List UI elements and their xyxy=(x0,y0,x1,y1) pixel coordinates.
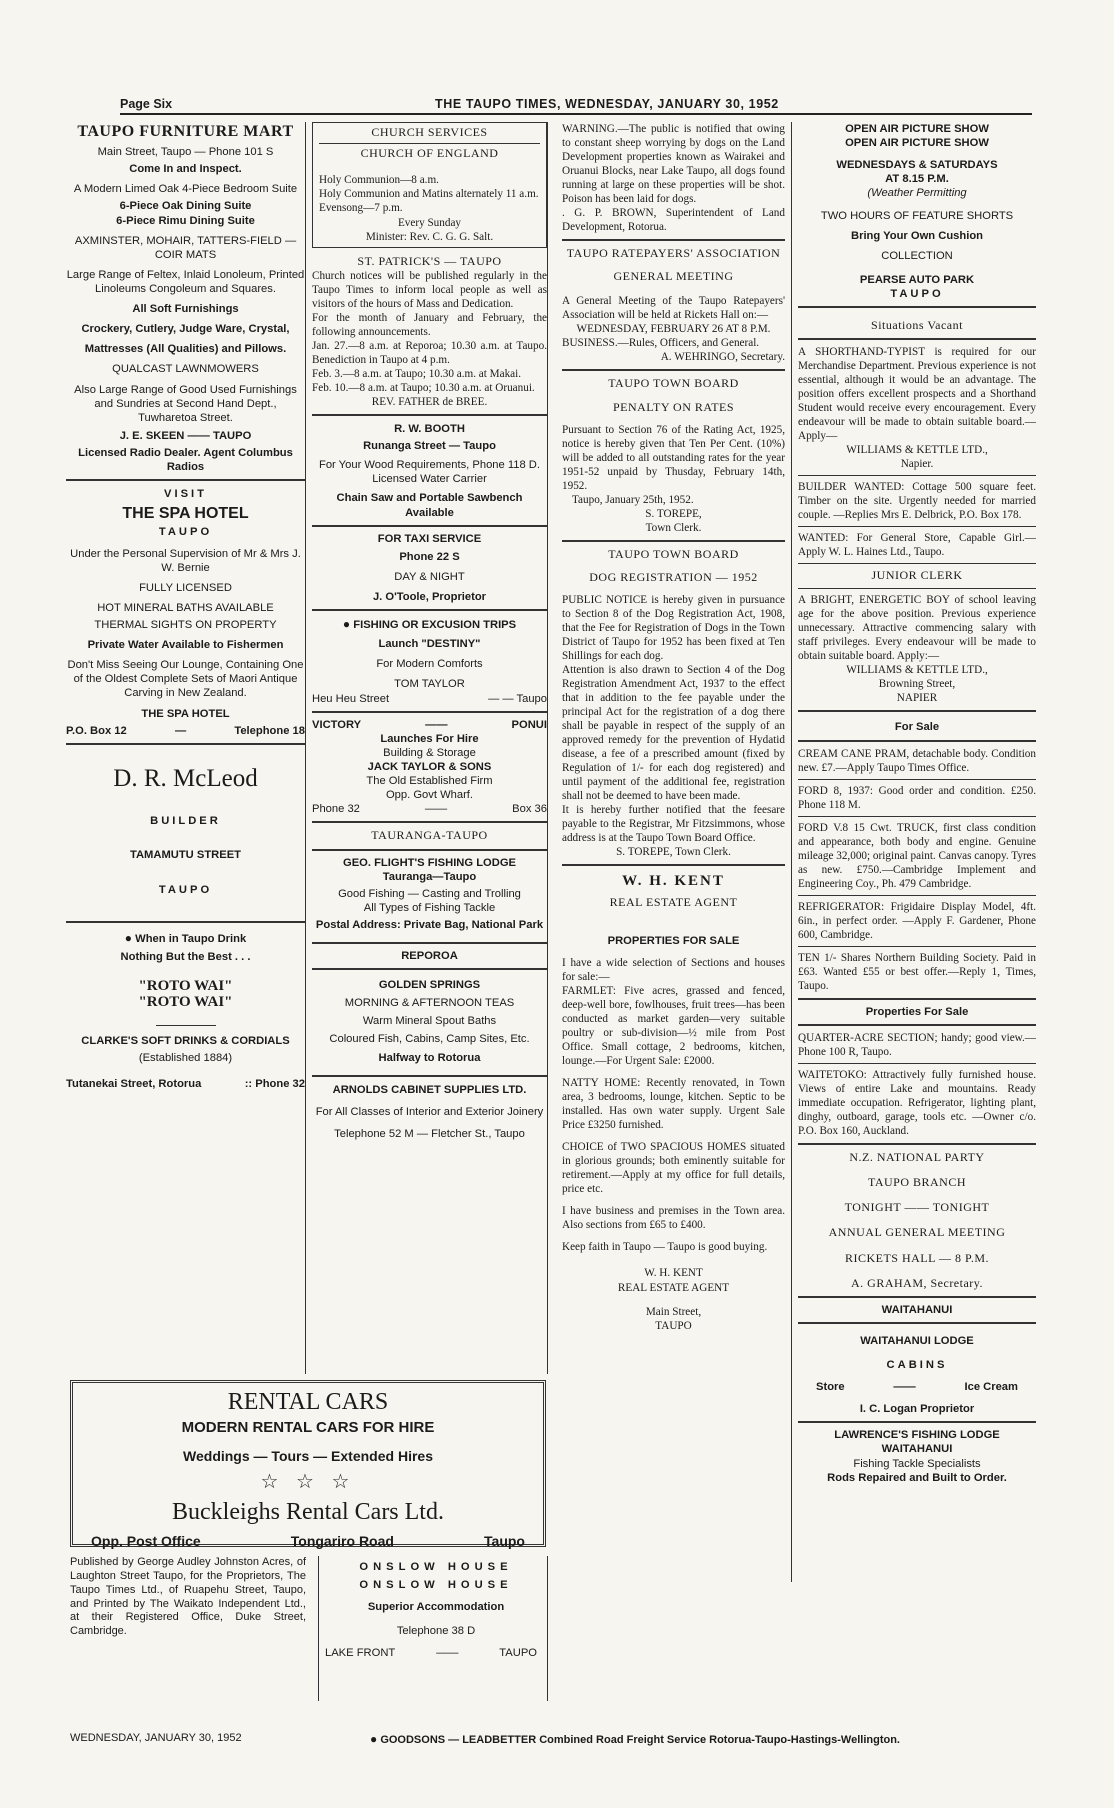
church-heading: CHURCH SERVICES xyxy=(319,125,540,144)
rental-address: Opp. Post Office Tongariro Road Taupo xyxy=(91,1533,525,1550)
spa-box: P.O. Box 12 xyxy=(66,724,127,737)
spa-line: Under the Personal Supervision of Mr & Mrs J. W. Bernie xyxy=(70,547,301,574)
fishing-line: For Modern Comforts xyxy=(376,658,483,671)
lawrence-line: Rods Repaired and Built to Order. xyxy=(827,1471,1007,1484)
ratepayers-text: A General Meeting of the Taupo Ratepayers' Association will be held at Rickets Hall on:— xyxy=(562,295,785,322)
spa-line: THERMAL SIGHTS ON PROPERTY xyxy=(94,619,277,632)
divider xyxy=(66,921,305,923)
coe-line: Holy Communion and Matins alternately 11 a.m. xyxy=(319,188,539,201)
junior-clerk-sig: NAPIER xyxy=(896,691,938,704)
divider xyxy=(798,526,1036,527)
kent-text: NATTY HOME: Recently renovated, in Town area, 3 bedrooms, lounge, kitchen. Septic to be installed. Has own water supply. Urgent Sale Price £3250 furnished. xyxy=(562,1077,785,1132)
for-sale-item: FORD 8, 1937: Good order and condition. £250. Phone 118 M. xyxy=(798,784,1036,811)
properties-heading: Properties For Sale xyxy=(865,1005,969,1018)
footer-date: WEDNESDAY, JANUARY 30, 1952 xyxy=(70,1732,242,1744)
column-3 xyxy=(556,122,792,1582)
column-3-inner xyxy=(556,122,791,1333)
victory-line: JACK TAYLOR & SONS xyxy=(367,760,492,773)
divider xyxy=(798,1143,1036,1145)
divider xyxy=(562,239,785,241)
divider xyxy=(312,711,547,713)
divider xyxy=(798,816,1036,817)
onslow-address: LAKE FRONT —— TAUPO xyxy=(325,1647,537,1660)
fishing-address: Heu Heu Street — — Taupo xyxy=(312,692,547,705)
junior-clerk-text: A BRIGHT, ENERGETIC BOY of school leaving age for the above position. Previous experience unnecessary. Attractive commencing salary with staff privileges. Every endeavour will be made to obtain suitable board. Apply:— xyxy=(798,593,1036,662)
onslow-line: Telephone 38 D xyxy=(396,1625,476,1638)
st-patricks-heading: ST. PATRICK'S — TAUPO xyxy=(357,253,502,268)
situations-sig: WILLIAMS & KETTLE LTD., xyxy=(846,444,988,457)
column-2 xyxy=(312,122,548,1374)
situations-sig: Napier. xyxy=(900,458,934,471)
page-number: Page Six xyxy=(120,97,173,111)
spa-tel: Telephone 18 xyxy=(234,724,305,737)
ratepayers-gm: GENERAL MEETING xyxy=(613,269,734,284)
divider xyxy=(798,998,1036,1000)
divider xyxy=(798,779,1036,780)
picture-line: AT 8.15 P.M. xyxy=(885,173,949,186)
divider xyxy=(562,369,785,371)
booth-line: Chain Saw and Portable Sawbench Available xyxy=(336,492,523,519)
for-sale-heading: For Sale xyxy=(894,720,940,733)
picture-line: OPEN AIR PICTURE SHOW xyxy=(845,123,989,135)
picture-line: WEDNESDAYS & SATURDAYS xyxy=(836,159,998,172)
golden-line: MORNING & AFTERNOON TEAS xyxy=(344,997,515,1010)
spa-line: HOT MINERAL BATHS AVAILABLE xyxy=(97,601,274,614)
skeen-line: Licensed Radio Dealer. Agent Columbus xyxy=(78,447,293,460)
st-patricks-text: Feb. 10.—8 a.m. at Taupo; 10.30 a.m. at Oruanui. xyxy=(312,381,535,394)
flight-line: All Types of Fishing Tackle xyxy=(363,901,496,914)
properties-item: QUARTER-ACRE SECTION; handy; good view.—Phone 100 R, Taupo. xyxy=(798,1032,1036,1059)
lawrence-line: WAITAHANUI xyxy=(881,1443,953,1456)
divider xyxy=(312,609,547,611)
kent-text: I have business and premises in the Town area. Also sections from £65 to £400. xyxy=(562,1205,785,1232)
townboard-text: Pursuant to Section 76 of the Rating Act, 1925, notice is hereby given that Ten Per Cent. (10%) will be added to all outstanding rates for the year 1951-52 unpaid by Thusday, February 14th, 1952. xyxy=(562,423,785,492)
golden-line: Warm Mineral Spout Baths xyxy=(362,1015,497,1028)
townboard-text: Taupo, January 25th, 1952. xyxy=(572,493,694,506)
taxi-day-night: DAY & NIGHT xyxy=(394,570,465,583)
kent-pfs: PROPERTIES FOR SALE xyxy=(607,935,740,948)
coe-heading: CHURCH OF ENGLAND xyxy=(360,146,499,161)
ratepayers-heading: TAUPO RATEPAYERS' ASSOCIATION xyxy=(566,246,781,260)
junior-clerk-sig: WILLIAMS & KETTLE LTD., xyxy=(846,663,988,676)
onslow-line: ONSLOW HOUSE xyxy=(359,1579,513,1592)
divider xyxy=(798,1063,1036,1064)
tauranga-taupo-heading: TAURANGA-TAUPO xyxy=(371,828,488,843)
goodsons-ad: ● GOODSONS — LEADBETTER Combined Road Freight Service Rotorua-Taupo-Hastings-Wellington. xyxy=(370,1732,900,1746)
divider xyxy=(798,588,1036,589)
flight-line: Tauranga—Taupo xyxy=(382,870,477,883)
furniture-line: Mattresses (All Qualities) and Pillows. xyxy=(84,343,287,356)
national-party-heading: N.Z. NATIONAL PARTY xyxy=(849,1150,985,1165)
victory-contact: Phone 32 —— Box 36 xyxy=(312,803,547,816)
skeen-name: J. E. SKEEN —— TAUPO xyxy=(119,429,252,442)
coe-line: Every Sunday xyxy=(397,216,462,229)
properties-item: WAITETOKO: Attractively fully furnished house. Views of entire Lake and mountains. Ready immediate occupation. Refrigerator, lighting plant, dinghy, outboard, garage, tools etc. —Owner c/o. P.O. Box 160, Auckland. xyxy=(798,1069,1036,1138)
townboard-dog-sig: S. TOREPE, Town Clerk. xyxy=(616,846,731,859)
kent-sig: REAL ESTATE AGENT xyxy=(617,1281,730,1294)
victory-line: Building & Storage xyxy=(383,746,476,759)
clarke-street: Tutanekai Street, Rotorua xyxy=(66,1078,202,1091)
fishing-title: ● FISHING OR EXCUSION TRIPS xyxy=(342,617,517,632)
spa-title: THE SPA HOTEL xyxy=(122,505,249,523)
divider xyxy=(798,740,1036,742)
kent-text: I have a wide selection of Sections and houses for sale:— xyxy=(562,957,785,984)
picture-line: TWO HOURS OF FEATURE SHORTS xyxy=(820,209,1014,222)
rental-name: Buckleighs Rental Cars Ltd. xyxy=(172,1499,444,1526)
kent-rea: REAL ESTATE AGENT xyxy=(609,895,738,910)
divider xyxy=(66,479,305,481)
divider xyxy=(312,1075,547,1077)
waitahanui-proprietor: I. C. Logan Proprietor xyxy=(859,1403,975,1416)
divider xyxy=(798,475,1036,476)
divider xyxy=(312,525,547,527)
roto-wai-1: "ROTO WAI" xyxy=(138,977,233,994)
fishing-launch: Launch "DESTINY" xyxy=(378,638,481,651)
st-patricks-text: For the month of January and February, the following announcements. xyxy=(312,311,547,338)
national-party-sig: A. GRAHAM, Secretary. xyxy=(850,1275,984,1290)
clarke-title: CLARKE'S SOFT DRINKS & CORDIALS xyxy=(81,1034,290,1047)
ratepayers-text: WEDNESDAY, FEBRUARY 26 AT 8 P.M. xyxy=(576,323,771,336)
divider xyxy=(312,942,547,944)
divider xyxy=(798,946,1036,947)
masthead: THE TAUPO TIMES, WEDNESDAY, JANUARY 30, 1952 xyxy=(435,97,779,111)
star-icons: ☆ ☆ ☆ xyxy=(260,1470,356,1493)
taxi-proprietor: J. O'Toole, Proprietor xyxy=(372,590,487,603)
golden-title: GOLDEN SPRINGS xyxy=(378,979,481,992)
page-header xyxy=(120,97,1032,115)
booth-name: R. W. BOOTH xyxy=(394,422,465,435)
furniture-line: All Soft Furnishings xyxy=(132,303,239,316)
reporoa-heading: REPOROA xyxy=(401,950,458,963)
clarke-contact xyxy=(66,1077,305,1091)
kent-sig: TAUPO xyxy=(655,1319,692,1332)
spa-visit: VISIT xyxy=(164,488,207,501)
victory-title: VICTORY —— PONUI xyxy=(312,718,547,731)
spa-contact: P.O. Box 12 — Telephone 18 xyxy=(66,724,305,737)
furniture-line: QUALCAST LAWNMOWERS xyxy=(112,363,259,376)
mcleod-name: D. R. McLeod xyxy=(113,764,258,792)
onslow-line: ONSLOW HOUSE xyxy=(359,1561,513,1573)
townboard-heading-2: TAUPO TOWN BOARD xyxy=(608,546,739,561)
skeen-line: Radios xyxy=(166,461,205,474)
st-patricks-sig: REV. FATHER de BREE. xyxy=(371,395,488,408)
picture-line: PEARSE AUTO PARK xyxy=(859,273,975,286)
rental-line: Weddings — Tours — Extended Hires xyxy=(183,1448,433,1465)
coe-line: Evensong—7 p.m. xyxy=(319,202,403,215)
clarke-est: (Established 1884) xyxy=(138,1051,233,1064)
for-sale-item: TEN 1/- Shares Northern Building Society. Paid in £63. Wanted £55 or best offer.—Reply 1, Times, Taupo. xyxy=(798,951,1036,992)
situations-text: A SHORTHAND-TYPIST is required for our Merchandise Department. Previous experience is not essential, although it would be an advantage. The position offers excellent prospects and a Shorthand Student would receive every encouragement. Every endeavour will be made to obtain suitable board.—Apply— xyxy=(798,346,1036,443)
roto-nothing: Nothing But the Best . . . xyxy=(120,950,251,963)
divider xyxy=(562,540,785,542)
roto-when: ● When in Taupo Drink xyxy=(124,930,247,945)
furniture-line: Also Large Range of Good Used Furnishings and Sundries at Second Hand Dept., Tuwharetoa Street. xyxy=(74,383,297,424)
divider xyxy=(798,1024,1036,1026)
wanted-general: WANTED: For General Store, Capable Girl.—Apply W. L. Haines Ltd., Taupo. xyxy=(798,532,1036,559)
divider xyxy=(312,968,547,970)
taxi-title: FOR TAXI SERVICE xyxy=(377,532,482,545)
picture-line: (Weather Permitting xyxy=(867,187,967,200)
church-services-box xyxy=(312,122,547,248)
divider xyxy=(798,710,1036,712)
rental-sub: MODERN RENTAL CARS FOR HIRE xyxy=(181,1419,435,1437)
spa-line: Private Water Available to Fishermen xyxy=(87,639,284,652)
onslow-line: Superior Accommodation xyxy=(367,1601,505,1614)
picture-line: TAUPO xyxy=(890,287,944,300)
warning-sig: . G. P. BROWN, Superintendent of Land Development, Rotorua. xyxy=(562,207,785,233)
imprint: Published by George Audley Johnston Acres, of Laughton Street Taupo, for the Proprietors, The Taupo Times Ltd., of Ruapehu Street, Taupo, and Printed by The Waikato Independent Ltd., at their Registered Office, Duke Street, Cambridge. xyxy=(70,1556,306,1638)
fishing-line: TOM TAYLOR xyxy=(394,678,465,691)
divider xyxy=(66,743,305,745)
divider xyxy=(156,1025,216,1026)
townboard-dog-text: It is hereby further notified that the feesare payable to the Registrar, Mr Fitzsimmons, whose address is at the Taupo Town Board Office. xyxy=(562,804,785,845)
townboard-heading: TAUPO TOWN BOARD xyxy=(608,376,739,391)
divider xyxy=(798,1322,1036,1324)
furniture-line: A Modern Limed Oak 4-Piece Bedroom Suite xyxy=(73,183,298,196)
furniture-line: Large Range of Feltex, Inlaid Lonoleum, Printed Linoleums Congoleum and Squares. xyxy=(66,268,305,296)
victory-line: Launches For Hire xyxy=(380,732,479,745)
picture-line: OPEN AIR PICTURE SHOW xyxy=(845,137,989,150)
furniture-line: AXMINSTER, MOHAIR, TATTERS-FIELD — COIR MATS xyxy=(74,234,297,261)
golden-line: Halfway to Rotorua xyxy=(378,1051,481,1064)
national-party-line: RICKETS HALL — 8 P.M. xyxy=(844,1250,990,1265)
waitahanui-heading: WAITAHANUI xyxy=(881,1303,953,1316)
flight-line: Postal Address: Private Bag, National Park xyxy=(315,918,544,931)
townboard-dog-text: PUBLIC NOTICE is hereby given in pursuance to Section 8 of the Dog Registration Act, 1908, that the Fee for Registration of Dogs in the Town District of Taupo for 1952 has been fixed at Ten Shillings for each dog. xyxy=(562,594,785,663)
column-4 xyxy=(798,122,1036,1582)
builder-wanted: BUILDER WANTED: Cottage 500 square feet. Timber on the site. Urgently needed for married couple. —Replies Mrs E. Delbrick, P.O. Box 178. xyxy=(798,481,1036,522)
for-sale-item: FORD V.8 15 Cwt. TRUCK, first class condition and appearance, both body and engine. Genuine mileage 32,000; original paint. Canvas canopy. Tyres as new. £750.—Cambridge Implement and Engineering Coy., Ph. 479 Cambridge. xyxy=(798,821,1036,890)
situations-heading: Situations Vacant xyxy=(871,318,963,333)
spa-line: Don't Miss Seeing Our Lounge, Containing One of the Oldest Complete Sets of Maori Antique Carving in New Zealand. xyxy=(67,659,304,700)
warning-text: WARNING.—The public is notified that owing to constant sheep worrying by dogs on the Land Development properties known as Wairakei and Oruanui Blocks, near Lake Taupo, all dogs found running at large on these properties will be shot. Poison has been laid for dogs. xyxy=(562,123,785,205)
kent-sig: Main Street, xyxy=(645,1305,702,1318)
bullet-icon: ● xyxy=(370,1732,378,1746)
column-1 xyxy=(66,122,306,1374)
st-patricks-text: Church notices will be published regularly in the Taupo Times to inform local people as well as visitors of the hours of Mass and Dedication. xyxy=(312,269,547,310)
arnolds-title: ARNOLDS CABINET SUPPLIES LTD. xyxy=(332,1083,527,1096)
kent-sig: W. H. KENT xyxy=(644,1267,703,1280)
mcleod-street: TAMAMUTU STREET xyxy=(129,849,242,862)
booth-street: Runanga Street — Taupo xyxy=(363,440,496,453)
spa-line: THE SPA HOTEL xyxy=(141,707,230,720)
national-party-line: TAUPO BRANCH xyxy=(867,1175,967,1190)
for-sale-item: REFRIGERATOR: Frigidaire Display Model, 4ft. 6in., in perfect order. —Apply F. Gardener, Phone 600, Cambridge. xyxy=(798,900,1036,941)
waitahanui-lodge: WAITAHANUI LODGE xyxy=(860,1334,974,1347)
mcleod-taupo: TAUPO xyxy=(158,883,213,896)
divider xyxy=(562,864,785,866)
coe-line: Minister: Rev. C. G. G. Salt. xyxy=(365,230,494,243)
divider xyxy=(798,895,1036,896)
national-party-line: ANNUAL GENERAL MEETING xyxy=(828,1225,1006,1240)
bullet-icon: ● xyxy=(124,930,133,945)
townboard-penalty: PENALTY ON RATES xyxy=(612,399,735,414)
kent-text: CHOICE of TWO SPACIOUS HOMES situated in glorious grounds; both eminently suitable for retirement.—Apply at my office for full details, price etc. xyxy=(562,1141,785,1196)
arnolds-line: Telephone 52 M — Fletcher St., Taupo xyxy=(334,1127,525,1140)
clarke-phone: :: Phone 32 xyxy=(244,1078,305,1091)
divider xyxy=(798,1421,1036,1423)
spa-line: FULLY LICENSED xyxy=(139,581,232,594)
st-patricks-text: Jan. 27.—8 a.m. at Reporoa; 10.30 a.m. at Taupo. Benediction in Taupo at 4 p.m. xyxy=(312,339,547,366)
divider xyxy=(798,563,1036,564)
for-sale-item: CREAM CANE PRAM, detachable body. Condition new. £7.—Apply Taupo Times Office. xyxy=(798,747,1036,774)
victory-line: The Old Established Firm xyxy=(366,775,493,788)
ratepayers-text: BUSINESS.—Rules, Officers, and General. xyxy=(562,337,760,350)
st-patricks-text: Feb. 3.—8 a.m. at Taupo; 10.30 a.m. at Makai. xyxy=(312,367,522,380)
lawrence-title: LAWRENCE'S FISHING LODGE xyxy=(834,1429,1000,1442)
bullet-icon: ● xyxy=(342,617,351,632)
furniture-line: 6-Piece Oak Dining Suite xyxy=(119,200,252,213)
victory-line: Opp. Govt Wharf. xyxy=(385,789,474,802)
furniture-line: Crockery, Cutlery, Judge Ware, Crystal, xyxy=(81,323,290,336)
junior-clerk-heading: JUNIOR CLERK xyxy=(871,568,963,583)
townboard-text: S. TOREPE, xyxy=(645,507,702,520)
divider xyxy=(312,414,547,416)
divider xyxy=(798,306,1036,308)
waitahanui-store: Store —— Ice Cream xyxy=(816,1381,1018,1394)
flight-title: GEO. FLIGHT'S FISHING LODGE xyxy=(343,856,516,869)
national-party-line: TONIGHT —— TONIGHT xyxy=(844,1200,990,1215)
golden-line: Coloured Fish, Cabins, Camp Sites, Etc. xyxy=(329,1033,530,1046)
divider xyxy=(312,821,547,823)
picture-line: COLLECTION xyxy=(881,249,953,262)
townboard-text: Town Clerk. xyxy=(645,521,702,534)
coe-line: Holy Communion—8 a.m. xyxy=(319,174,439,187)
furniture-come: Come In and Inspect. xyxy=(129,163,242,176)
kent-title: W. H. KENT xyxy=(622,873,725,890)
taxi-phone: Phone 22 S xyxy=(399,550,460,563)
roto-wai-2: "ROTO WAI" xyxy=(138,994,233,1011)
junior-clerk-sig: Browning Street, xyxy=(878,677,956,690)
townboard-dog-text: Attention is also drawn to Section 4 of the Dog Registration Amendment Act, 1937 to the effect that in addition to the fee payable under the principal Act for the registration of a dog there shall be payable in respect of the supply of an approved remedy for the prevention of Hydatid disease, a fee of a prescribed amount (fixed by Regulation of 1/- for each dog registered) and until payment of the additional fee, registration shall not be deemed to have been made. xyxy=(562,664,785,803)
divider xyxy=(798,338,1036,340)
furniture-address: Main Street, Taupo — Phone 101 S xyxy=(97,146,274,159)
furniture-line: 6-Piece Rimu Dining Suite xyxy=(116,214,255,227)
spa-taupo: TAUPO xyxy=(158,525,213,538)
mcleod-builder: BUILDER xyxy=(150,815,221,828)
furniture-title: TAUPO FURNITURE MART xyxy=(77,123,294,140)
kent-text: Keep faith in Taupo — Taupo is good buying. xyxy=(562,1241,768,1254)
flight-line: Good Fishing — Casting and Trolling xyxy=(338,887,521,900)
ratepayers-sig: A. WEHRINGO, Secretary. xyxy=(660,351,785,364)
booth-line: For Your Wood Requirements, Phone 118 D. Licensed Water Carrier xyxy=(319,459,540,486)
arnolds-line: For All Classes of Interior and Exterior Joinery xyxy=(315,1105,544,1118)
kent-text: FARMLET: Five acres, grassed and fenced, deep-well bore, fowlhouses, fruit trees—has been conducted as market garden—very suitable poultry or sub-division—½ mile from Post Office. Small cottage, 2 bedrooms, kitchen, lounge.—For Urgent Sale: £2000. xyxy=(562,985,785,1068)
picture-line: Bring Your Own Cushion xyxy=(851,229,983,242)
divider xyxy=(312,849,547,851)
waitahanui-cabins: CABINS xyxy=(886,1358,948,1371)
divider xyxy=(798,1296,1036,1298)
townboard-dog: DOG REGISTRATION — 1952 xyxy=(589,570,758,585)
rental-cars-ad xyxy=(70,1380,546,1550)
onslow-house-ad xyxy=(318,1556,548,1701)
rental-title: RENTAL CARS xyxy=(227,1389,389,1415)
lawrence-line: Fishing Tackle Specialists xyxy=(853,1457,981,1470)
